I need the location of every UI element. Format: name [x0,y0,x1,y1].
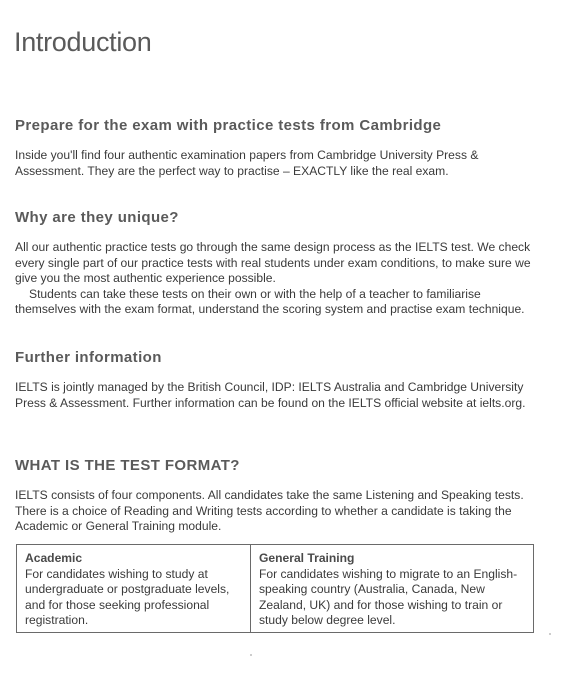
section-practice-tests [15,117,535,179]
section-paragraph: Inside you'll find four authentic examination papers from Cambridge University Press & Assessment. They are the perfect way to practise – EXACTLY like the real exam. [15,148,479,178]
table-cell-text: For candidates wishing to migrate to an English-speaking country (Australia, Canada, New Zealand, UK) and for those wishing to train or study below degree level. [259,566,518,627]
section-heading: WHAT IS THE TEST FORMAT? [15,457,240,474]
table-cell-heading: Academic [25,551,83,565]
section-further-information [15,349,535,411]
table-cell-text: For candidates wishing to study at undergraduate or postgraduate levels, and for those seeking professional registration. [25,566,230,627]
scan-speck [549,633,551,635]
section-why-unique [15,209,535,318]
section-heading: Why are they unique? [15,209,179,226]
section-paragraph: IELTS consists of four components. All candidates take the same Listening and Speaking tests. There is a choice of Reading and Writing tests according to whether a candidate is taking the Academic or General Training module. [15,488,524,533]
section-paragraph: Students can take these tests on their own or with the help of a teacher to familiarise themselves with the exam format, understand the scoring system and practise exam technique. [15,286,525,316]
table-cell-academic [17,545,251,632]
section-paragraph: All our authentic practice tests go through the same design process as the IELTS test. We check every single part of our practice tests with real students under exam conditions, to make sure we give you the most authentic experience possible. [15,240,531,285]
section-heading: Prepare for the exam with practice tests from Cambridge [15,117,442,134]
section-paragraph: IELTS is jointly managed by the British Council, IDP: IELTS Australia and Cambridge University Press & Assessment. Further information can be found on the IELTS official website at ielts.org. [15,380,526,410]
module-table [16,544,534,633]
table-cell-general-training [251,545,533,632]
page-title: Introduction [14,27,152,57]
scan-speck [250,654,252,656]
section-heading: Further information [15,349,162,366]
section-test-format [15,457,535,535]
table-cell-heading: General Training [259,551,355,565]
